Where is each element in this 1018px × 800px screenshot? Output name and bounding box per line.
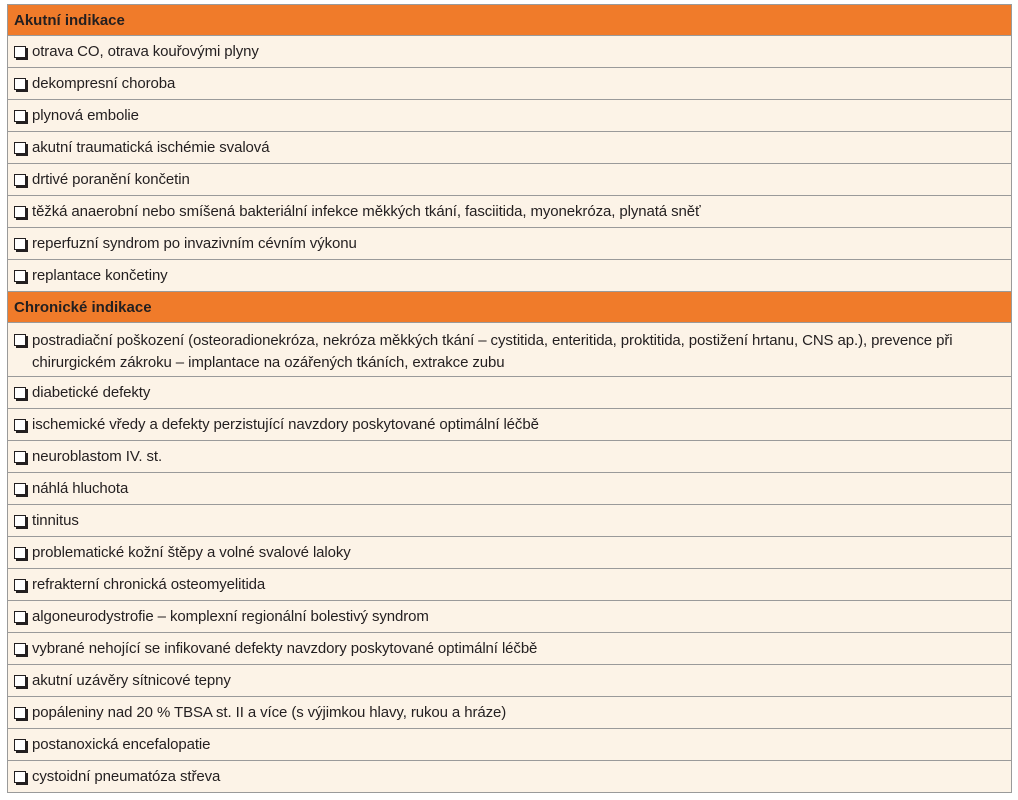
- section-title: Akutní indikace: [14, 11, 125, 29]
- list-item-text: dekompresní choroba: [32, 74, 176, 92]
- list-item: [8, 697, 1011, 729]
- list-item: [8, 260, 1011, 292]
- list-item-text: tinnitus: [32, 511, 79, 529]
- list-item-text: akutní traumatická ischémie svalová: [32, 138, 270, 156]
- checkbox-icon: [14, 483, 26, 495]
- list-item-text: ischemické vředy a defekty perzistující navzdory poskytované optimální léčbě: [32, 415, 539, 433]
- checkbox-icon: [14, 110, 26, 122]
- list-item-text: postanoxická encefalopatie: [32, 735, 211, 753]
- list-item-text: refrakterní chronická osteomyelitida: [32, 575, 266, 593]
- list-item: [8, 196, 1011, 228]
- checkbox-icon: [14, 174, 26, 186]
- list-item: [8, 729, 1011, 761]
- list-item: [8, 377, 1011, 409]
- list-item: [8, 409, 1011, 441]
- list-item-text: diabetické defekty: [32, 383, 151, 401]
- list-item: [8, 164, 1011, 196]
- checkbox-icon: [14, 739, 26, 751]
- checkbox-icon: [14, 707, 26, 719]
- list-item: [8, 68, 1011, 100]
- list-item-text: drtivé poranění končetin: [32, 170, 190, 188]
- checkbox-icon: [14, 46, 26, 58]
- checkbox-icon: [14, 611, 26, 623]
- list-item-text: popáleniny nad 20 % TBSA st. II a více (s výjimkou hlavy, rukou a hráze): [32, 703, 507, 721]
- list-item-text: cystoidní pneumatóza střeva: [32, 767, 221, 785]
- list-item: [8, 36, 1011, 68]
- checkbox-icon: [14, 675, 26, 687]
- checkbox-icon: [14, 419, 26, 431]
- list-item-text: algoneurodystrofie – komplexní regionální bolestivý syndrom: [32, 607, 429, 625]
- checkbox-icon: [14, 771, 26, 783]
- checkbox-icon: [14, 206, 26, 218]
- list-item-text: problematické kožní štěpy a volné svalové laloky: [32, 543, 351, 561]
- checkbox-icon: [14, 451, 26, 463]
- list-item: [8, 601, 1011, 633]
- list-item: [8, 569, 1011, 601]
- list-item: [8, 132, 1011, 164]
- list-item: [8, 441, 1011, 473]
- list-item-text: postradiační poškození (osteoradionekróza, nekróza měkkých tkání – cystitida, enteritida, proktitida, postižení hrtanu, CNS ap.), prevence při chirurgickém zákroku – implantace na ozářených tkáních, extrakce zubu: [32, 332, 953, 371]
- list-item-text: otrava CO, otrava kouřovými plyny: [32, 42, 259, 60]
- list-item-text: náhlá hluchota: [32, 479, 129, 497]
- section-header-acute: [8, 5, 1011, 36]
- checkbox-icon: [14, 579, 26, 591]
- list-item-text: vybrané nehojící se infikované defekty navzdory poskytované optimální léčbě: [32, 639, 538, 657]
- section-header-chronic: [8, 292, 1011, 323]
- section-title: Chronické indikace: [14, 298, 152, 316]
- list-item: [8, 505, 1011, 537]
- list-item-text: reperfuzní syndrom po invazivním cévním výkonu: [32, 234, 357, 252]
- list-item: [8, 100, 1011, 132]
- list-item-text: těžká anaerobní nebo smíšená bakteriální infekce měkkých tkání, fasciitida, myonekróza, plynatá sněť: [32, 202, 701, 220]
- checkbox-icon: [14, 387, 26, 399]
- list-item: [8, 323, 1011, 377]
- checkbox-icon: [14, 142, 26, 154]
- list-item: [8, 228, 1011, 260]
- list-item-text: akutní uzávěry sítnicové tepny: [32, 671, 231, 689]
- indications-table: [7, 4, 1012, 793]
- list-item: [8, 761, 1011, 793]
- checkbox-icon: [14, 334, 26, 346]
- list-item: [8, 473, 1011, 505]
- checkbox-icon: [14, 547, 26, 559]
- list-item-text: replantace končetiny: [32, 266, 168, 284]
- list-item-text: plynová embolie: [32, 106, 139, 124]
- checkbox-icon: [14, 643, 26, 655]
- list-item: [8, 537, 1011, 569]
- checkbox-icon: [14, 270, 26, 282]
- checkbox-icon: [14, 238, 26, 250]
- list-item: [8, 665, 1011, 697]
- checkbox-icon: [14, 78, 26, 90]
- list-item-text: neuroblastom IV. st.: [32, 447, 163, 465]
- list-item: [8, 633, 1011, 665]
- checkbox-icon: [14, 515, 26, 527]
